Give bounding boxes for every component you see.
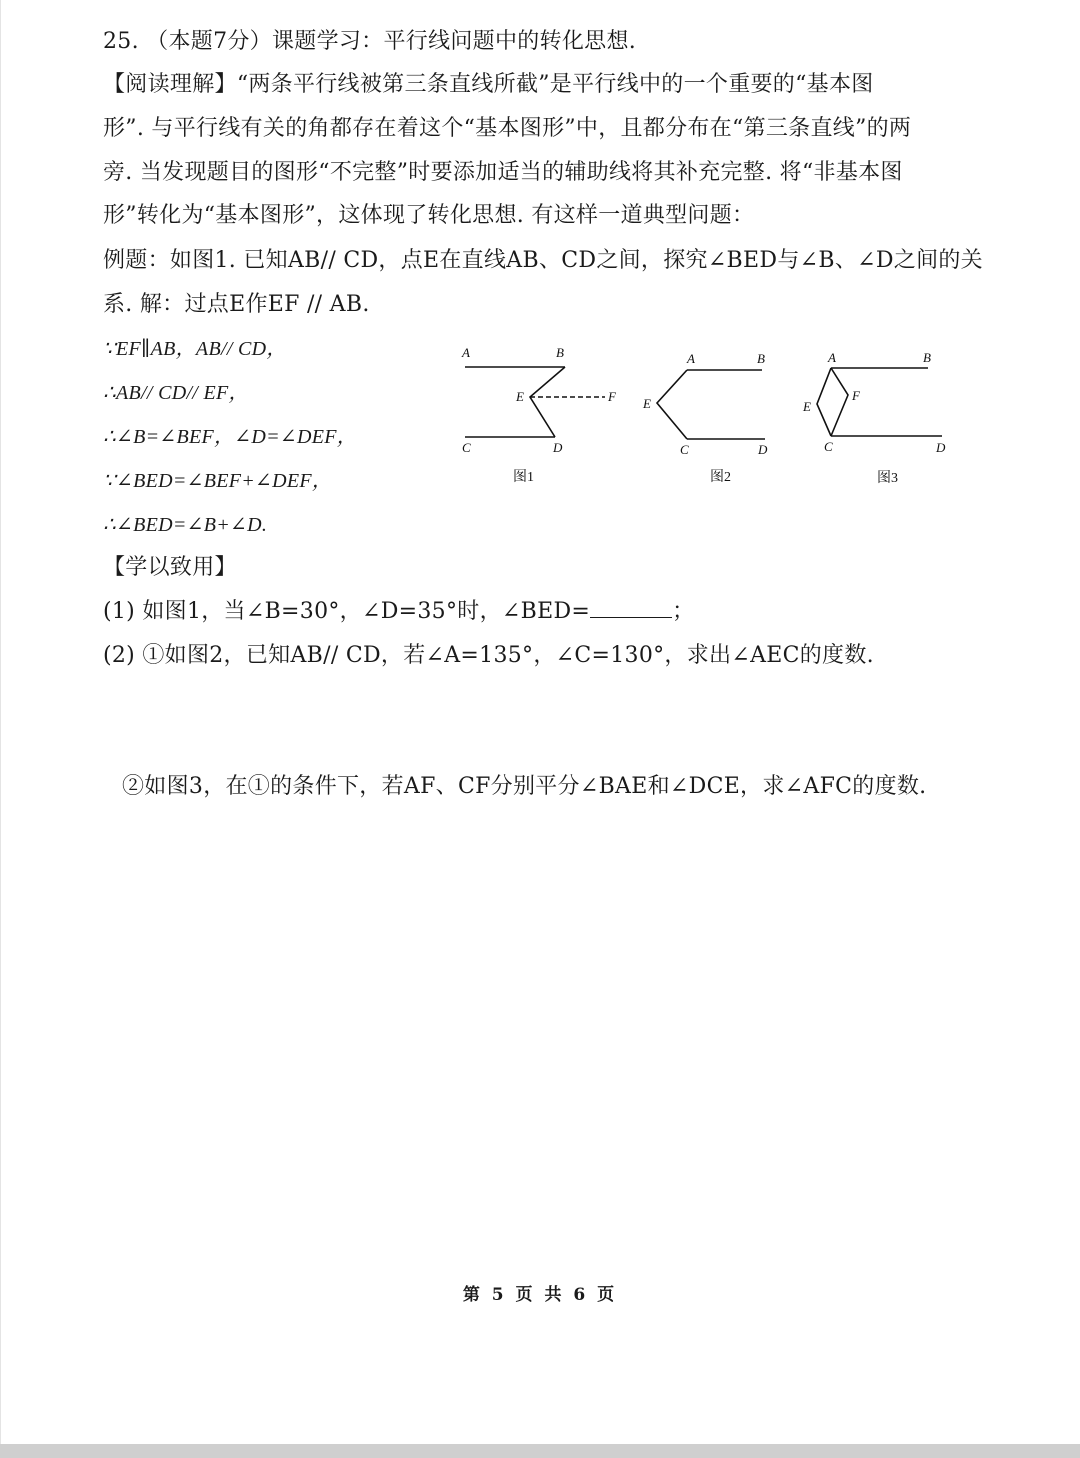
apply-label: 【学以致用】 [103,555,237,580]
proof-step-2: ∴AB// CD// EF， [103,382,249,404]
fig3-label-a: A [828,350,836,365]
reading-line-3: 旁. 当发现题目的图形“不完整”时要添加适当的辅助线将其补充完整. 将“非基本图 [103,160,903,185]
fig3-label-c: C [824,439,833,454]
reading-line-2: 形”. 与平行线有关的角都存在着这个“基本图形”中，且都分布在“第三条直线”的两 [103,116,912,141]
example-line-1: 例题：如图1. 已知AB// CD，点E在直线AB、CD之间，探究∠BED与∠B、∠D之间的关 [103,248,983,273]
reading-line-4: 形”转化为“基本图形”，这体现了转化思想. 有这样一道典型问题： [103,203,755,228]
fig3-label-f: F [852,388,860,403]
fig3-label-e: E [803,399,811,414]
bottom-bar [0,1444,1080,1458]
part-1 [103,597,694,627]
part-1-end: ； [672,599,695,624]
proof-step-5: ∴∠BED=∠B+∠D. [103,514,268,536]
fig2-label-b: B [757,351,765,366]
fig2-label-a: A [687,351,695,366]
reading-line-1 [103,70,874,100]
part-2-2: ②如图3，在①的条件下，若AF、CF分别平分∠BAE和∠DCE，求∠AFC的度数. [122,774,927,799]
fig1-caption: 图1 [513,470,534,485]
figure-1 [465,367,605,437]
proof-step-1: ∵EF∥AB，AB// CD， [103,338,287,360]
fig3-caption: 图3 [877,471,898,486]
figure-3 [817,368,942,436]
fig1-label-b: B [556,345,564,360]
fig1-label-d: D [553,440,563,455]
fig1-label-a: A [462,345,470,360]
fig1-line-bed [530,367,565,437]
reading-text-1: “两条平行线被第三条直线所截”是平行线中的一个重要的“基本图 [236,72,874,97]
fig3-label-b: B [923,350,931,365]
figures-area [450,340,970,500]
fig3-line-afc [831,368,848,436]
fig1-label-c: C [462,440,471,455]
fig2-line-aec [657,370,687,439]
fig3-label-d: D [936,440,946,455]
fig3-line-aec [817,368,831,436]
example-line-2: 系. 解：过点E作EF // AB. [103,292,370,317]
reading-label: 【阅读理解】 [103,72,237,97]
question-heading: 25. （本题7分）课题学习：平行线问题中的转化思想. [103,29,637,54]
fig1-label-e: E [516,389,524,404]
fig2-label-e: E [643,396,651,411]
answer-blank[interactable] [590,597,672,618]
part-1-text: (1) 如图1，当∠B=30°，∠D=35°时，∠BED= [103,599,591,624]
page-footer: 第 5 页 共 6 页 [462,1285,618,1305]
proof-step-4: ∵∠BED=∠BEF+∠DEF， [103,470,333,492]
fig2-label-d: D [758,442,768,457]
fig2-caption: 图2 [710,470,731,485]
proof-step-3: ∴∠B=∠BEF，∠D=∠DEF， [103,426,358,448]
part-2-1: (2) ①如图2，已知AB// CD，若∠A=135°，∠C=130°，求出∠AEC的度数. [103,643,874,668]
fig2-label-c: C [680,442,689,457]
figure-2 [657,370,765,439]
fig1-label-f: F [608,389,616,404]
